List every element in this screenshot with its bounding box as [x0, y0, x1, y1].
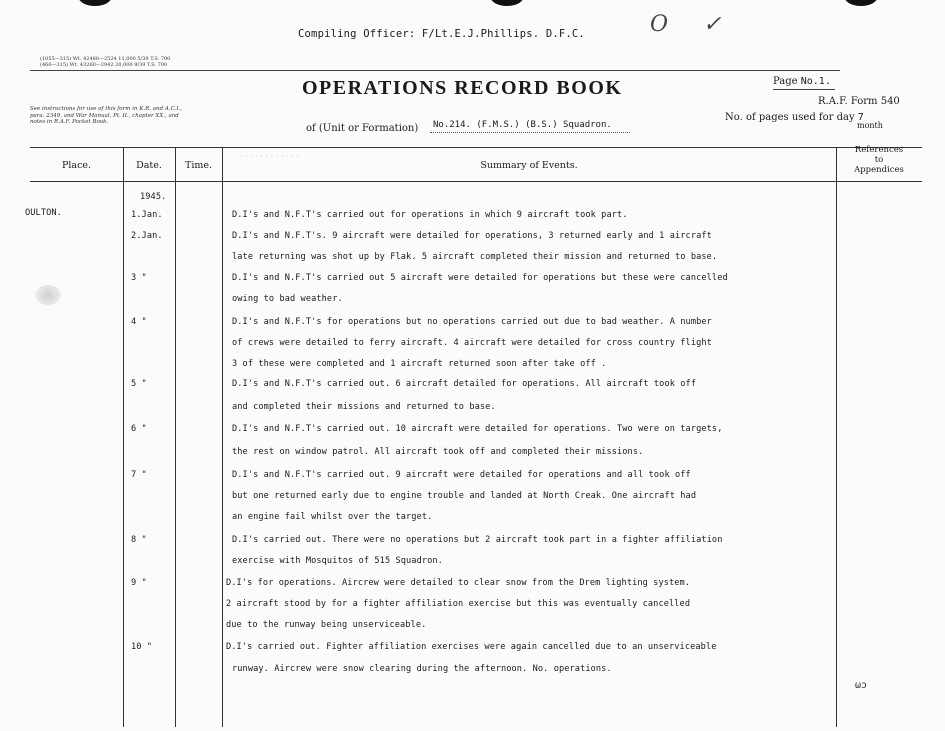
unit-dotted-line [430, 132, 630, 133]
summary-line: D.I's and N.F.T's carried out. 9 aircraft were detailed for operations and all took off [232, 470, 691, 480]
tick-mark: O ✓ [650, 12, 736, 37]
unit-label: of (Unit or Formation) [306, 123, 419, 134]
summary-line: exercise with Mosquitos of 515 Squadron. [232, 556, 443, 566]
compiling-officer: Compiling Officer: F/Lt.E.J.Phillips. D.F.C. [298, 28, 585, 40]
top-rule [30, 70, 840, 71]
summary-line: but one returned early due to engine trouble and landed at North Creak. One aircraft had [232, 491, 697, 501]
margin-mark: ωɔ [855, 680, 868, 691]
date-cell: 10 " [131, 642, 153, 652]
date-cell: 2.Jan. [131, 231, 163, 241]
summary-line: an engine fail whilst over the target. [232, 512, 433, 522]
month-label: month [857, 121, 883, 130]
year-cell: 1945. [140, 192, 167, 202]
summary-line: the rest on window patrol. All aircraft took off and completed their missions. [232, 447, 644, 457]
table-header-rule [30, 181, 922, 182]
summary-line: late returning was shot up by Flak. 5 aircraft completed their mission and returned to base. [232, 252, 718, 262]
summary-line: D.I's carried out. Fighter affiliation exercises were again cancelled due to an unserviceable [226, 642, 717, 652]
form-number: R.A.F. Form 540 [818, 96, 900, 107]
page-title: OPERATIONS RECORD BOOK [302, 77, 623, 99]
punch-hole [844, 0, 878, 6]
summary-header: Summary of Events. [480, 160, 578, 171]
place-header: Place. [61, 160, 92, 171]
page-underline [773, 89, 835, 90]
pages-used: No. of pages used for day 7 [725, 112, 864, 123]
date-cell: 4 " [131, 317, 147, 327]
date-cell: 9 " [131, 578, 147, 588]
punch-hole [78, 0, 112, 6]
references-header: References to Appendices [854, 145, 904, 175]
form-instructions: See instructions for use of this form in K.R. and A.C.I., para. 2349, and War Manual, Pt. II., chapter XX., and notes in R.A.F. Pocket Book. [30, 106, 182, 125]
summary-line: 2 aircraft stood by for a fighter affiliation exercise but this was eventually cancelled [226, 599, 691, 609]
table-top-rule [30, 147, 922, 148]
summary-line: owing to bad weather. [232, 294, 343, 304]
unit-value: No.214. (F.M.S.) (B.S.) Squadron. [433, 120, 612, 130]
summary-line: 3 of these were completed and 1 aircraft returned soon after take off . [232, 359, 607, 369]
column-divider [222, 147, 223, 727]
time-header: Time. [184, 160, 213, 171]
summary-line: D.I's for operations. Aircrew were detailed to clear snow from the Drem lighting system. [226, 578, 691, 588]
summary-line: D.I's and N.F.T's carried out 5 aircraft were detailed for operations but these were cancelled [232, 273, 728, 283]
column-divider [836, 147, 837, 727]
summary-line: runway. Aircrew were snow clearing during the afternoon. No. operations. [232, 664, 612, 674]
summary-line: D.I's and N.F.T's for operations but no operations carried out due to bad weather. A number [232, 317, 712, 327]
summary-line: of crews were detailed to ferry aircraft. 4 aircraft were detailed for cross country flight [232, 338, 712, 348]
summary-line: D.I's and N.F.T's. 9 aircraft were detailed for operations, 3 returned early and 1 aircraft [232, 231, 712, 241]
date-cell: 7 " [131, 470, 147, 480]
punch-hole [490, 0, 524, 6]
date-cell: 8 " [131, 535, 147, 545]
summary-line: due to the runway being unserviceable. [226, 620, 427, 630]
column-divider [123, 147, 124, 727]
date-cell: 6 " [131, 424, 147, 434]
summary-line: D.I's and N.F.T's carried out. 10 aircraft were detailed for operations. Two were on targets, [232, 424, 723, 434]
date-header: Date. [136, 160, 162, 171]
place-cell: OULTON. [25, 208, 62, 218]
date-cell: 5 " [131, 379, 147, 389]
date-cell: 1.Jan. [131, 210, 163, 220]
print-code: (1055—315) Wt. 42480—2524 11,000 5/39 T.S. 700 (466—315) Wt. 43260—2942 20,000 9/39 T.S. 700 [40, 56, 171, 68]
summary-line: and completed their missions and returned to base. [232, 402, 496, 412]
summary-line: D.I's and N.F.T's carried out for operations in which 9 aircraft took part. [232, 210, 628, 220]
summary-line: D.I's and N.F.T's carried out. 6 aircraft detailed for operations. All aircraft took off [232, 379, 697, 389]
summary-line: D.I's carried out. There were no operations but 2 aircraft took part in a fighter affiliation [232, 535, 723, 545]
smudge [35, 285, 61, 305]
column-divider [175, 147, 176, 727]
date-cell: 3 " [131, 273, 147, 283]
page-number: Page No.1. [773, 76, 831, 87]
bleed-through: · · · · · · · · · · · · [240, 152, 299, 161]
